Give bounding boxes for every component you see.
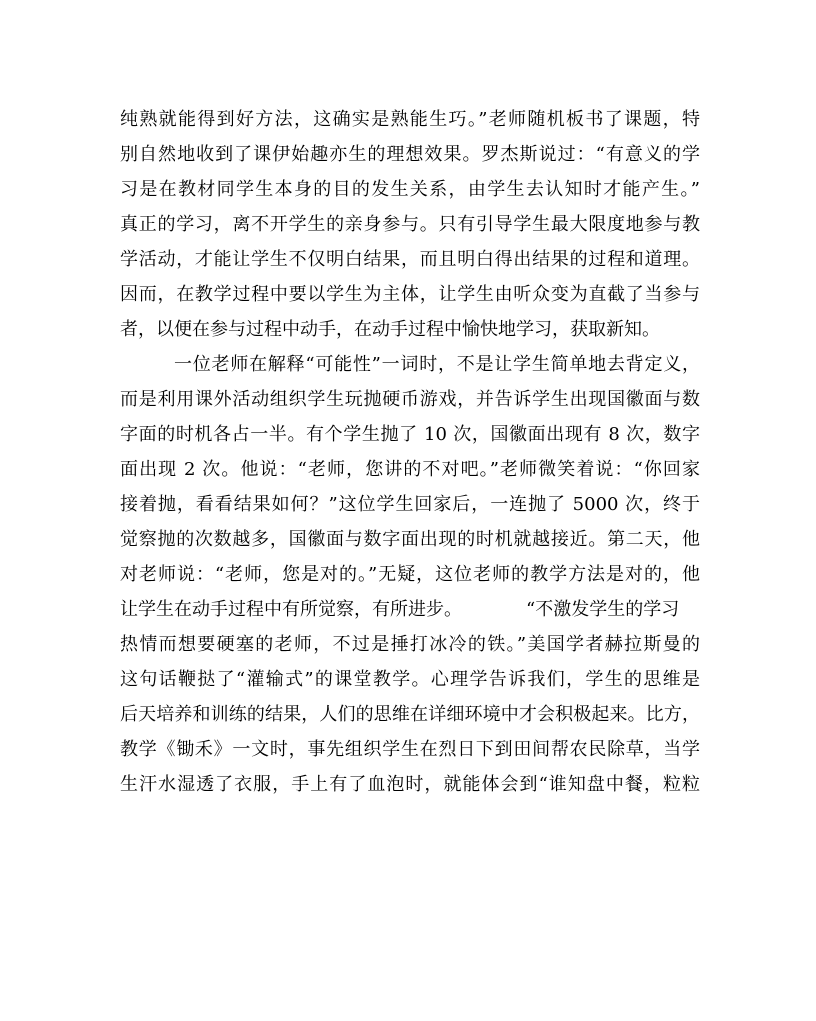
text-line: 这句话鞭挞了“灌输式”的课堂教学。心理学告诉我们，学生的思维是: [120, 669, 700, 690]
text-line: 字面的时机各占一半。有个学生抛了 10 次，国徽面出现有 8 次，数字: [120, 424, 700, 445]
text-line: 别自然地收到了课伊始趣亦生的理想效果。罗杰斯说过：“有意义的学: [120, 144, 700, 165]
text-line: 后天培养和训练的结果，人们的思维在详细环境中才会积极起来。比方，: [120, 704, 700, 725]
text-line: 生汗水湿透了衣服，手上有了血泡时，就能体会到“谁知盘中餐，粒粒: [120, 774, 700, 795]
body-text: [120, 102, 700, 802]
text-line: 学活动，才能让学生不仅明白结果，而且明白得出结果的过程和道理。: [120, 249, 700, 270]
text-line: 因而，在教学过程中要以学生为主体，让学生由听众变为直截了当参与: [120, 284, 700, 305]
text-line: 习是在教材同学生本身的目的发生关系，由学生去认知时才能产生。”: [120, 179, 700, 200]
text-line: 一位老师在解释“可能性”一词时，不是让学生简单地去背定义，: [174, 354, 700, 375]
text-line: [120, 592, 700, 627]
text-fragment: 让学生在动手过程中有所觉察，有所进步。: [120, 599, 462, 620]
text-line: 而是利用课外活动组织学生玩抛硬币游戏，并告诉学生出现国徽面与数: [120, 389, 700, 410]
text-line: 纯熟就能得到好方法，这确实是熟能生巧。”老师随机板书了课题，特: [120, 109, 700, 130]
text-line: 者，以便在参与过程中动手，在动手过程中愉快地学习，获取新知。: [120, 319, 660, 340]
text-line: 觉察抛的次数越多，国徽面与数字面出现的时机就越接近。第二天，他: [120, 529, 700, 550]
text-fragment: “不激发学生的学习: [526, 599, 680, 620]
text-line: 热情而想要硬塞的老师，不过是捶打冰冷的铁。”美国学者赫拉斯曼的: [120, 634, 700, 655]
text-line: 教学《锄禾》一文时，事先组织学生在烈日下到田间帮农民除草，当学: [120, 739, 700, 760]
text-line: 接着抛，看看结果如何？”这位学生回家后，一连抛了 5000 次，终于: [120, 494, 700, 515]
text-line: 面出现 2 次。他说：“老师，您讲的不对吧。”老师微笑着说：“你回家: [120, 459, 700, 480]
text-line: 对老师说：“老师，您是对的。”无疑，这位老师的教学方法是对的，他: [120, 564, 700, 585]
text-line: 真正的学习，离不开学生的亲身参与。只有引导学生最大限度地参与教: [120, 214, 700, 235]
